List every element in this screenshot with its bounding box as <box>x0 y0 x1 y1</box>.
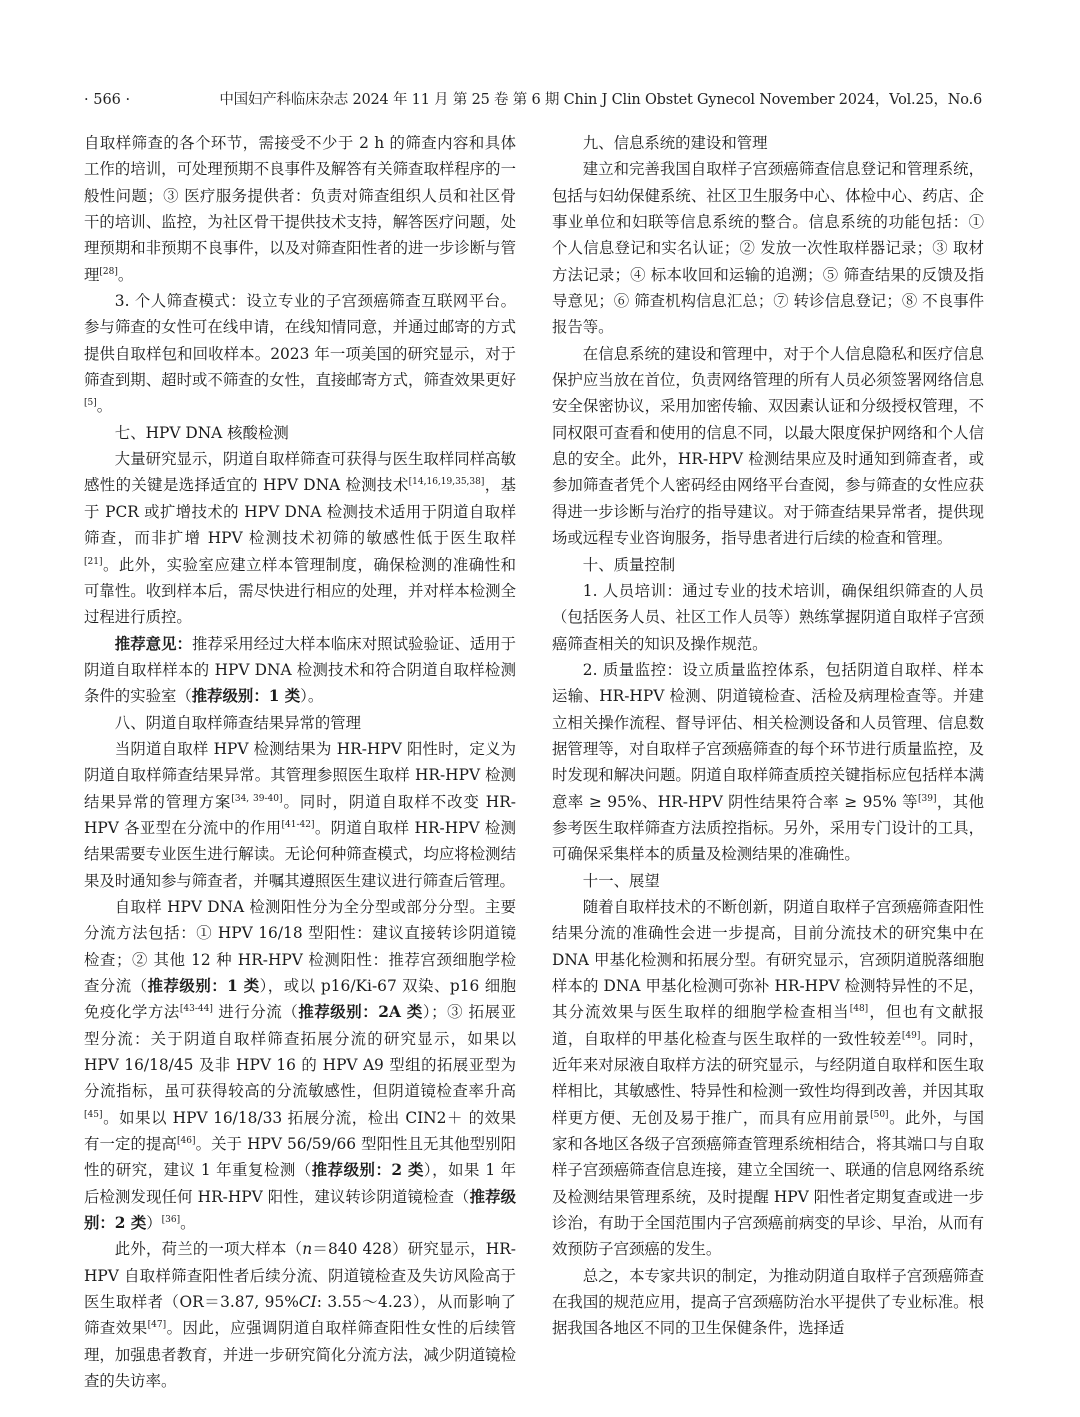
paragraph: 随着自取样技术的不断创新，阴道自取样子宫颈癌筛查阳性结果分流的准确性会进一步提高，目前分流技术的研究集中在 DNA 甲基化检测和拓展分型。有研究显示，宫颈阴道脱落细胞样本的 DNA 甲基化检测可弥补 HR-HPV 检测特异性的不足，其分流效果与医生取样的细胞学检查相当[48]，但也有文献报道，自取样的甲基化检查与医生取样的一致性较差[49]。同时，近年来对尿液自取样方法的研究显示，与经阴道自取样和医生取样相比，其敏感性、特异性和检测一致性均得到改善，并因其取样更方便、无创及易于推广，而具有应用前景[50]。此外，与国家和各地区各级子宫颈癌筛查管理系统相结合，将其端口与自取样子宫颈癌筛查信息连接，建立全国统一、联通的信息网络系统及检测结果管理系统，及时提醒 HPV 阳性者定期复查或进一步诊治，有助于全国范围内子宫颈癌前病变的早诊、早治，从而有效预防子宫颈癌的发生。 <box>552 897 984 1259</box>
recommendation-grade: 推荐级别：1 类 <box>147 977 260 995</box>
paragraph: 此外，荷兰的一项大样本（n＝840 428）研究显示，HR-HPV 自取样筛查阳性者后续分流、阴道镜检查及失访风险高于医生取样者（OR＝3.87, 95%CI: 3.55～4.23），从而影响了筛查效果[47]。因此，应强调阴道自取样筛查阳性女性的后续管理，加强患者教育，并进一步研究简化分流方法，减少阴道镜检查的失访率。 <box>84 1240 516 1391</box>
paragraph: 总之，本专家共识的制定，为推动阴道自取样子宫颈癌筛查在我国的规范应用，提高子宫颈癌防治水平提供了专业标准。根据我国各地区不同的卫生保健条件，选择适 <box>552 1266 984 1338</box>
paragraph: 大量研究显示，阴道自取样筛查可获得与医生取样同样高敏感性的关键是选择适宜的 HPV DNA 检测技术[14,16,19,35,38]，基于 PCR 或扩增技术的 HPV DNA 检测技术适用于阴道自取样筛查，而非扩增 HPV 检测技术初筛的敏感性低于医生取样[21]。此外，实验室应建立样本管理制度，确保检测的准确性和可靠性。收到样本后，需尽快进行相应的处理，并对样本检测全过程进行质控。 <box>84 450 516 627</box>
citation: [36] <box>161 1215 181 1226</box>
citation: [45] <box>84 1109 103 1120</box>
left-column <box>84 130 516 1395</box>
right-column <box>552 130 984 1342</box>
paragraph: 自取样筛查的各个环节，需接受不少于 2 h 的筛查内容和具体工作的培训，可处理预期不良事件及解答有关筛查取样程序的一般性问题；③ 医疗服务提供者：负责对筛查组织人员和社区骨干的培训、监控，为社区骨干提供技术支持，解答医疗问题，处理预期和非预期不良事件，以及对筛查阳性者的进一步诊断与管理[28]。 <box>84 134 516 284</box>
paragraph: 在信息系统的建设和管理中，对于个人信息隐私和医疗信息保护应当放在首位，负责网络管理的所有人员必须签署网络信息安全保密协议，采用加密传输、双因素认证和分级授权管理，不同权限可查看和使用的信息不同，以最大限度保护网络和个人信息的安全。此外，HR-HPV 检测结果应及时通知到筛查者，或参加筛查者凭个人密码经由网络平台查阅，参与筛查的女性应获得进一步诊断与治疗的指导建议。对于筛查结果异常者，提供现场或远程专业咨询服务，指导患者进行后续的检查和管理。 <box>552 344 984 548</box>
journal-citation: 中国妇产科临床杂志 2024 年 11 月 第 25 卷 第 6 期 Chin J Clin Obstet Gynecol November 2024，Vol.25，No.6 <box>219 92 982 108</box>
recommendation-grade: 推荐级别：2 类 <box>84 1187 516 1233</box>
citation: [5] <box>84 398 97 409</box>
section-heading-7: 七、HPV DNA 核酸检测 <box>114 423 289 442</box>
section-heading-11: 十一、展望 <box>582 871 660 890</box>
section-heading-9: 九、信息系统的建设和管理 <box>582 134 768 152</box>
citation: [50] <box>870 1109 889 1120</box>
paragraph: 3. 个人筛查模式：设立专业的子宫颈癌筛查互联网平台。参与筛查的女性可在线申请，在线知情同意，并通过邮寄的方式提供自取样包和回收样本。2023 年一项美国的研究显示，对于筛查到期、超时或不筛查的女性，直接邮寄方式，筛查效果更好[5]。 <box>84 292 516 416</box>
citation: [39] <box>917 793 937 804</box>
citation: [34, 39-40] <box>231 793 283 804</box>
recommendation-label: 推荐意见： <box>114 634 192 653</box>
paragraph: 1. 人员培训：通过专业的技术培训，确保组织筛查的人员（包括医务人员、社区工作人员等）熟练掌握阴道自取样子宫颈癌筛查相关的知识及操作规范。 <box>552 581 984 653</box>
paragraph: 建立和完善我国自取样子宫颈癌筛查信息登记和管理系统，包括与妇幼保健系统、社区卫生服务中心、体检中心、药店、企事业单位和妇联等信息系统的整合。信息系统的功能包括：① 个人信息登记和实名认证；② 发放一次性取样器记录；③ 取材方法记录；④ 标本收回和运输的追溯；⑤ 筛查结果的反馈及指导意见；⑥ 筛查机构信息汇总；⑦ 转诊信息登记；⑧ 不良事件报告等。 <box>552 160 984 337</box>
citation: [49] <box>901 1030 921 1041</box>
citation: [46] <box>177 1136 196 1147</box>
citation: [14,16,19,35,38] <box>408 477 485 488</box>
citation: [47] <box>147 1320 167 1331</box>
section-heading-8: 八、阴道自取样筛查结果异常的管理 <box>114 713 362 732</box>
recommendation-grade: 推荐级别：1 类 <box>191 687 301 706</box>
paragraph: 当阴道自取样 HPV 检测结果为 HR-HPV 阳性时，定义为阴道自取样筛查结果异常。其管理参照医生取样 HR-HPV 检测结果异常的管理方案[34, 39-40]。同时，阴道自取样不改变 HR-HPV 各亚型在分流中的作用[41-42]。阴道自取样 HR-HPV 检测结果需要专业医生进行解读。无论何种筛查模式，均应将检测结果及时通知参与筛查者，并嘱其遵照医生建议进行筛查后管理。 <box>84 739 516 890</box>
section-heading-10: 十、质量控制 <box>582 555 676 574</box>
page-number: · 566 · <box>84 92 131 108</box>
recommendation-grade: 推荐级别：2 类 <box>311 1161 424 1180</box>
recommendation: 推荐意见：推荐采用经过大样本临床对照试验验证、适用于阴道自取样样本的 HPV DNA 检测技术和符合阴道自取样检测条件的实验室（推荐级别：1 类）。 <box>84 634 516 706</box>
paragraph: 自取样 HPV DNA 检测阳性分为全分型或部分分型。主要分流方法包括：① HPV 16/18 型阳性：建议直接转诊阴道镜检查；② 其他 12 种 HR-HPV 检测阳性：推荐宫颈细胞学检查分流（推荐级别：1 类），或以 p16/Ki-67 双染、p16 细胞免疫化学方法[43-44] 进行分流（推荐级别：2A 类）；③ 拓展亚型分流：关于阴道自取样筛查拓展分流的研究显示，如果以 HPV 16/18/45 及非 HPV 16 的 HPV A9 型组的拓展亚型为分流指标，虽可获得较高的分流敏感性，但阴道镜检查率升高[45]。如果以 HPV 16/18/33 拓展分流，检出 CIN2＋ 的效果有一定的提高[46]。关于 HPV 56/59/66 型阳性且无其他型别阳性的研究，建议 1 年重复检测（推荐级别：2 类），如果 1 年后检测发现任何 HR-HPV 阳性，建议转诊阴道镜检查（推荐级别：2 类）[36]。 <box>84 897 516 1233</box>
citation: [48] <box>849 1004 869 1015</box>
citation: [21] <box>84 556 103 567</box>
citation: [41-42] <box>281 819 315 830</box>
recommendation-grade: 推荐级别：2A 类 <box>298 1003 423 1022</box>
paragraph: 2. 质量监控：设立质量监控体系，包括阴道自取样、样本运输、HR-HPV 检测、阴道镜检查、活检及病理检查等。并建立相关操作流程、督导评估、相关检测设备和人员管理、信息数据管理等，对自取样子宫颈癌筛查的每个环节进行质量监控，及时发现和解决问题。阴道自取样筛查质控关键指标应包括样本满意率 ≥ 95%、HR-HPV 阴性结果符合率 ≥ 95% 等[39]，其他参考医生取样筛查方法质控指标。另外，采用专门设计的工具，可确保采集样本的质量及检测结果的准确性。 <box>552 660 984 864</box>
running-header <box>84 88 982 112</box>
citation: [43-44] <box>179 1004 213 1015</box>
citation: [28] <box>99 266 118 277</box>
